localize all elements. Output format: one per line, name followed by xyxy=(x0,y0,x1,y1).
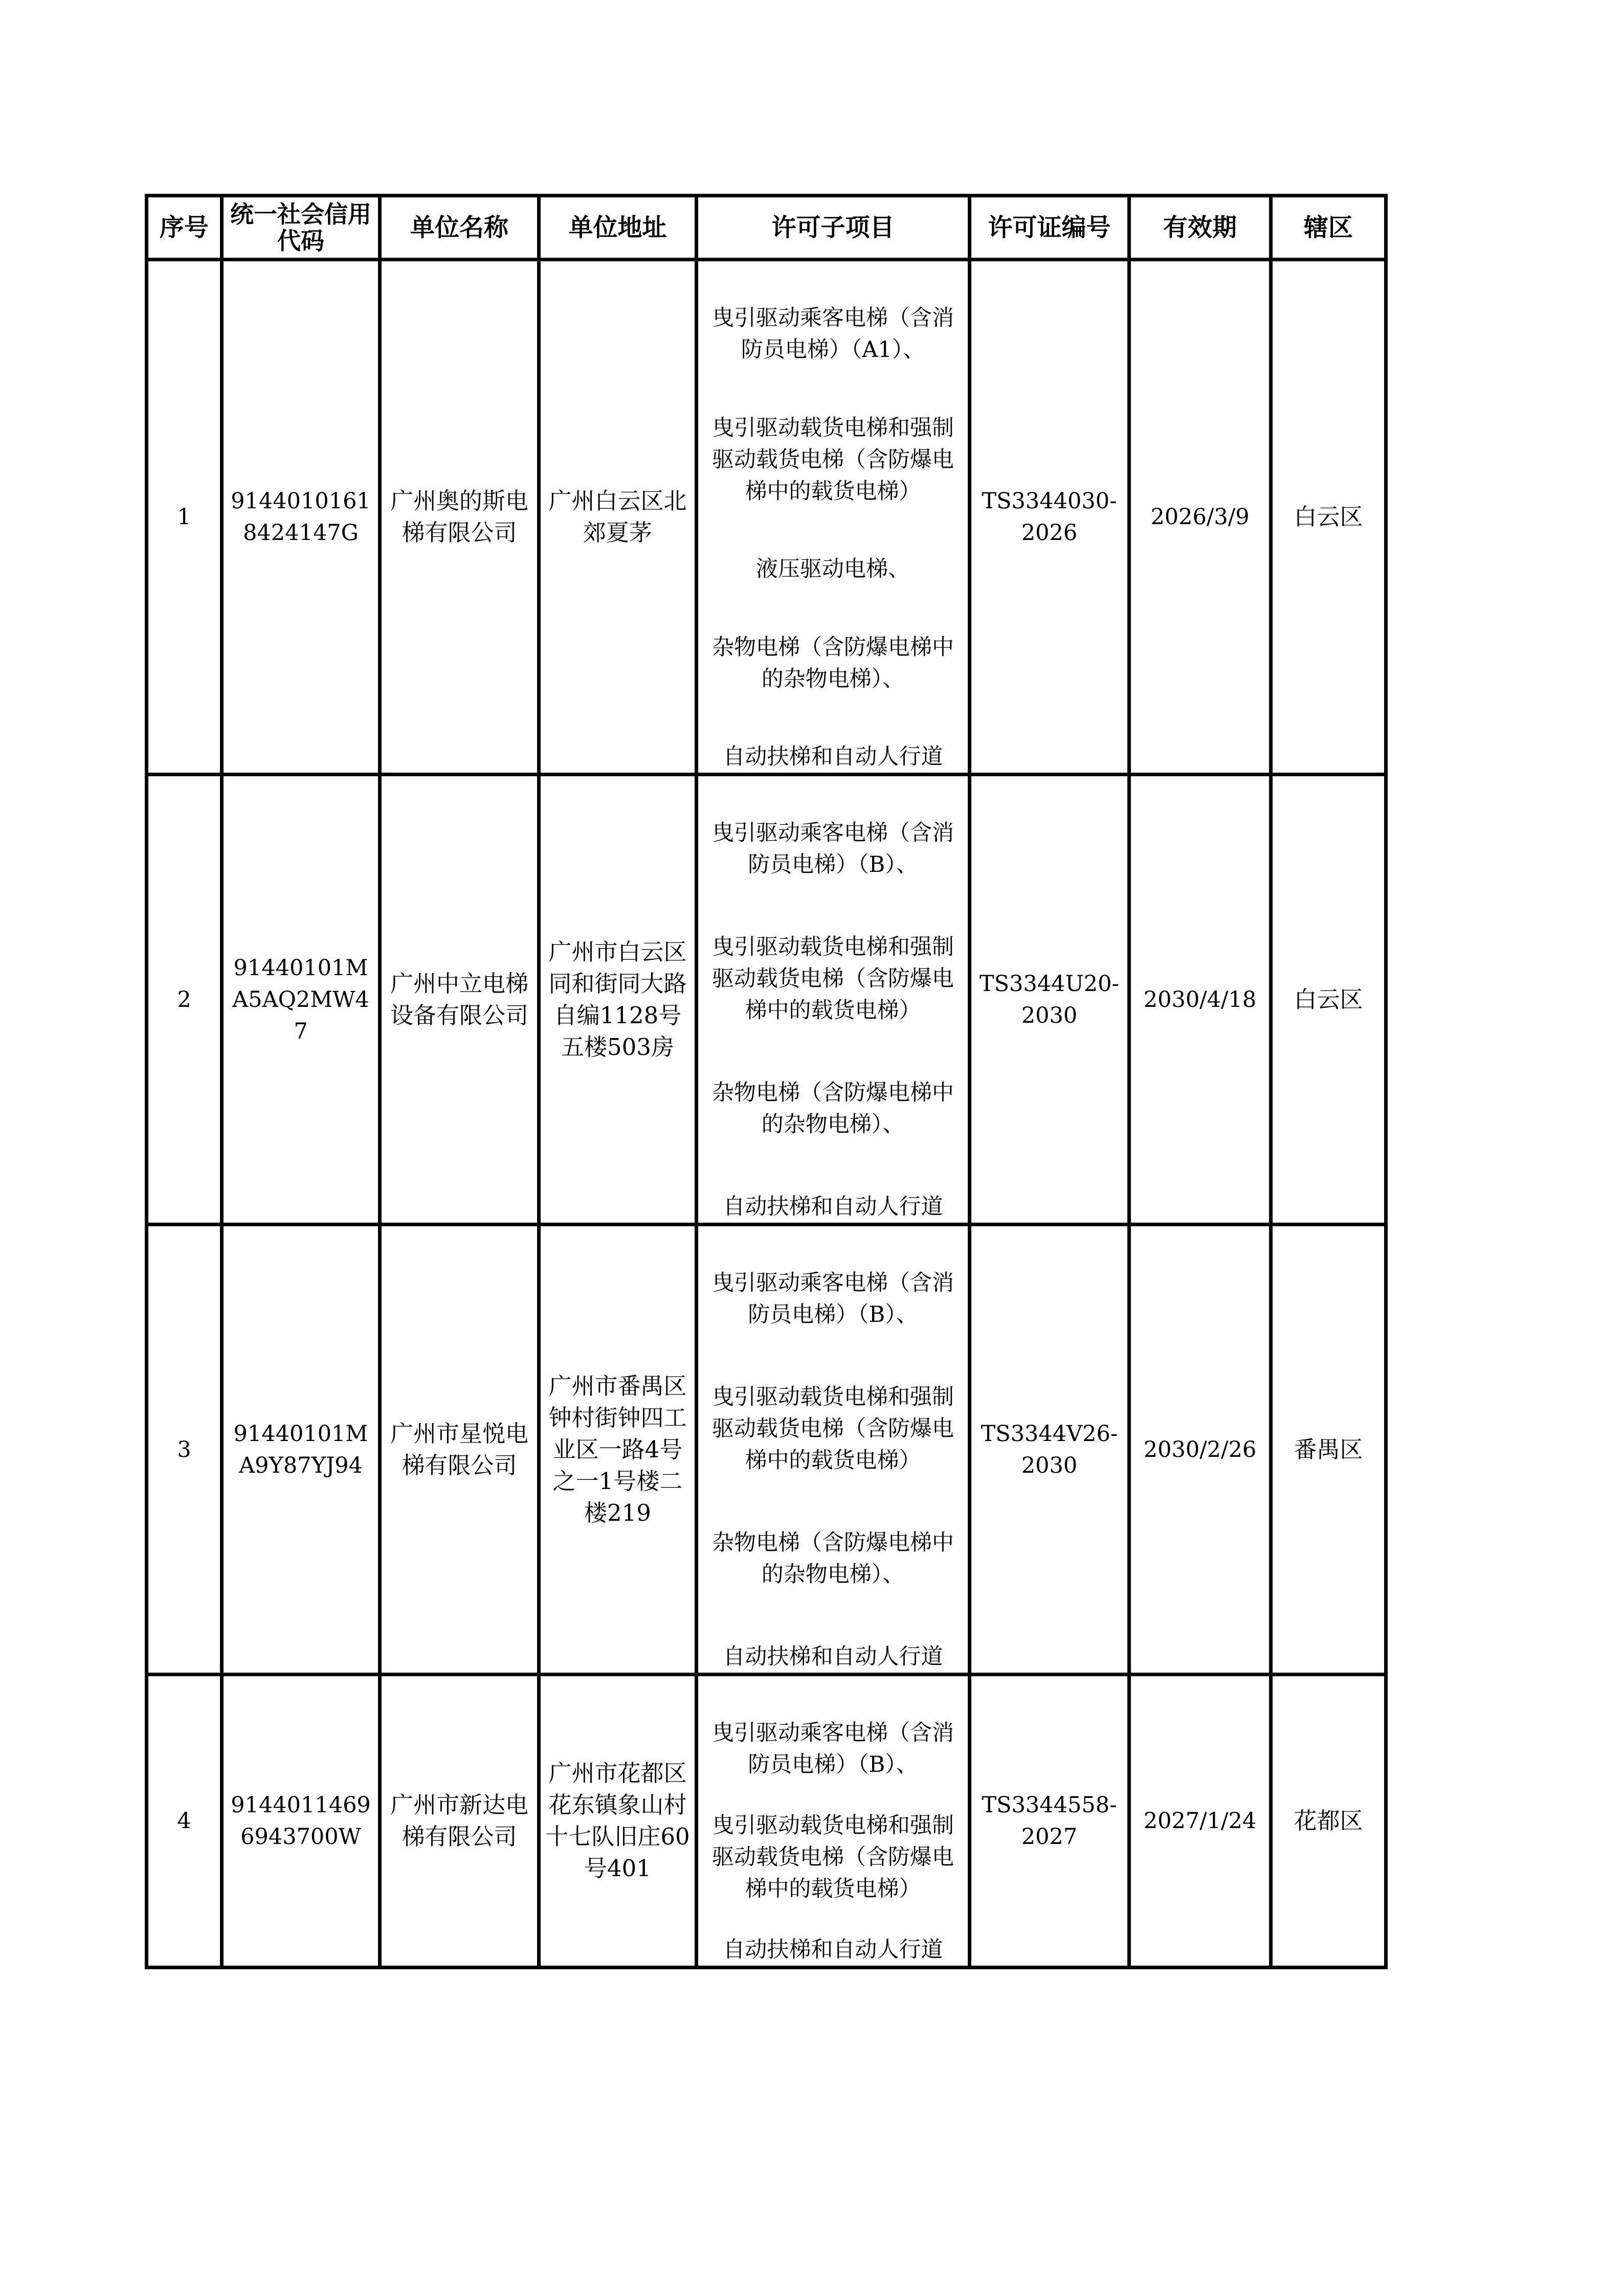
district-text: 白云区 xyxy=(1294,503,1363,530)
company-name-text: 广州中立电梯设备有限公司 xyxy=(390,970,528,1029)
header-credit-code: 统一社会信用代码 xyxy=(222,196,380,260)
license-item: 曳引驱动乘客电梯（含消防员电梯）（B）、 xyxy=(712,1270,954,1327)
cell-license-items xyxy=(697,1675,970,1968)
cell-company-address xyxy=(539,1675,697,1968)
cell-seq xyxy=(147,1225,222,1675)
license-number-text: TS3344V26-2030 xyxy=(981,1421,1118,1478)
seq-text: 3 xyxy=(177,1436,191,1462)
cell-seq xyxy=(147,1675,222,1968)
cell-seq xyxy=(147,260,222,775)
header-seq: 序号 xyxy=(147,196,222,260)
license-item: 杂物电梯（含防爆电梯中的杂物电梯）、 xyxy=(712,1080,954,1137)
license-item: 自动扶梯和自动人行道 xyxy=(723,1194,943,1220)
district-text: 番禺区 xyxy=(1294,1435,1363,1463)
cell-license-number xyxy=(970,1225,1129,1675)
license-item: 杂物电梯（含防爆电梯中的杂物电梯）、 xyxy=(712,1530,954,1587)
cell-company-address xyxy=(539,1225,697,1675)
header-license-items: 许可子项目 xyxy=(697,196,970,260)
valid-until-text: 2030/4/18 xyxy=(1143,986,1257,1012)
license-item: 自动扶梯和自动人行道 xyxy=(723,744,943,770)
cell-valid-until xyxy=(1129,1225,1271,1675)
cell-company-name xyxy=(380,775,539,1225)
district-text: 白云区 xyxy=(1294,985,1363,1013)
valid-until-text: 2027/1/24 xyxy=(1143,1808,1257,1834)
cell-license-number xyxy=(970,260,1129,775)
license-item: 曳引驱动载货电梯和强制驱动载货电梯（含防爆电梯中的载货电梯） xyxy=(712,1813,954,1902)
header-company-address: 单位地址 xyxy=(539,196,697,260)
cell-company-name xyxy=(380,1225,539,1675)
license-table xyxy=(145,194,1388,1969)
license-item: 自动扶梯和自动人行道 xyxy=(723,1937,943,1963)
table-row xyxy=(147,1225,1386,1675)
seq-text: 4 xyxy=(177,1808,191,1834)
table-row xyxy=(147,260,1386,775)
credit-code-text: 91440101618424147G xyxy=(231,488,371,546)
cell-credit-code xyxy=(222,775,380,1225)
license-item: 杂物电梯（含防爆电梯中的杂物电梯）、 xyxy=(712,634,954,692)
company-address-text: 广州市番禺区钟村街钟四工业区一路4号之一1号楼二楼219 xyxy=(548,1372,687,1526)
company-address-text: 广州白云区北郊夏茅 xyxy=(548,487,687,546)
table-row xyxy=(147,1675,1386,1968)
license-item: 曳引驱动载货电梯和强制驱动载货电梯（含防爆电梯中的载货电梯） xyxy=(712,415,954,504)
cell-company-name xyxy=(380,260,539,775)
cell-district xyxy=(1271,775,1386,1225)
valid-until-text: 2030/2/26 xyxy=(1143,1436,1257,1462)
header-row xyxy=(147,196,1386,260)
license-item: 曳引驱动乘客电梯（含消防员电梯）（A1）、 xyxy=(712,305,954,363)
cell-district xyxy=(1271,1675,1386,1968)
cell-license-items xyxy=(697,775,970,1225)
cell-district xyxy=(1271,1225,1386,1675)
company-address-text: 广州市白云区同和街同大路自编1128号五楼503房 xyxy=(548,938,687,1061)
cell-valid-until xyxy=(1129,775,1271,1225)
license-item: 曳引驱动载货电梯和强制驱动载货电梯（含防爆电梯中的载货电梯） xyxy=(712,1384,954,1473)
cell-license-items xyxy=(697,1225,970,1675)
license-item: 曳引驱动乘客电梯（含消防员电梯）（B）、 xyxy=(712,1720,954,1777)
cell-license-items xyxy=(697,260,970,775)
district-text: 花都区 xyxy=(1294,1807,1363,1834)
cell-license-number xyxy=(970,775,1129,1225)
company-name-text: 广州市新达电梯有限公司 xyxy=(390,1791,528,1850)
cell-valid-until xyxy=(1129,260,1271,775)
cell-seq xyxy=(147,775,222,1225)
license-item: 液压驱动电梯、 xyxy=(756,556,910,582)
credit-code-text: 91440101MA5AQ2MW47 xyxy=(232,955,369,1044)
credit-code-text: 91440101MA9Y87YJ94 xyxy=(233,1421,368,1478)
seq-text: 1 xyxy=(177,504,191,530)
header-valid-until: 有效期 xyxy=(1129,196,1271,260)
header-district: 辖区 xyxy=(1271,196,1386,260)
cell-credit-code xyxy=(222,1225,380,1675)
company-name-text: 广州市星悦电梯有限公司 xyxy=(390,1420,528,1479)
license-number-text: TS3344030-2026 xyxy=(982,488,1117,546)
seq-text: 2 xyxy=(177,986,191,1012)
company-address-text: 广州市花都区花东镇象山村十七队旧庄60号401 xyxy=(545,1760,690,1882)
credit-code-text: 91440114696943700W xyxy=(231,1792,371,1850)
cell-company-address xyxy=(539,260,697,775)
cell-license-number xyxy=(970,1675,1129,1968)
cell-credit-code xyxy=(222,260,380,775)
cell-valid-until xyxy=(1129,1675,1271,1968)
cell-credit-code xyxy=(222,1675,380,1968)
table-row xyxy=(147,775,1386,1225)
header-company-name: 单位名称 xyxy=(380,196,539,260)
license-number-text: TS3344U20-2030 xyxy=(979,971,1120,1028)
cell-district xyxy=(1271,260,1386,775)
header-license-number: 许可证编号 xyxy=(970,196,1129,260)
license-item: 曳引驱动载货电梯和强制驱动载货电梯（含防爆电梯中的载货电梯） xyxy=(712,934,954,1023)
company-name-text: 广州奥的斯电梯有限公司 xyxy=(390,487,528,546)
license-item: 自动扶梯和自动人行道 xyxy=(723,1644,943,1670)
valid-until-text: 2026/3/9 xyxy=(1150,504,1250,530)
cell-company-address xyxy=(539,775,697,1225)
cell-company-name xyxy=(380,1675,539,1968)
license-number-text: TS3344558-2027 xyxy=(982,1792,1117,1850)
license-item: 曳引驱动乘客电梯（含消防员电梯）（B）、 xyxy=(712,820,954,877)
